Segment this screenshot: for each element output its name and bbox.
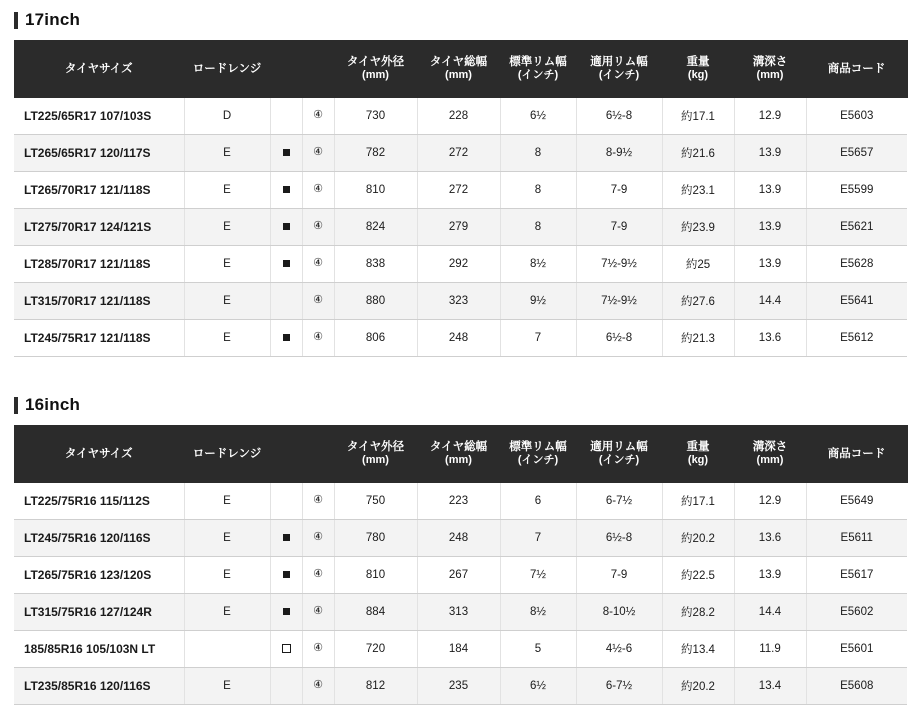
cell-load-range: D [184, 98, 270, 135]
cell-mark-square [270, 594, 302, 631]
cell-mark-circle [302, 320, 334, 357]
cell-standard-rim-width: 8 [500, 172, 576, 209]
cell-mark-circle [302, 135, 334, 172]
cell-tire-size: LT265/70R17 121/118S [14, 172, 184, 209]
cell-outer-diameter: 750 [334, 483, 417, 520]
column-header-unit: (インチ) [598, 454, 640, 467]
cell-standard-rim-width: 7 [500, 520, 576, 557]
cell-weight: 約25 [662, 246, 734, 283]
cell-overall-width: 248 [417, 320, 500, 357]
column-header [500, 425, 576, 483]
cell-mark-square [270, 320, 302, 357]
column-header-unit: (mm) [445, 69, 472, 82]
square-filled-icon [283, 608, 290, 615]
cell-tire-size: LT285/70R17 121/118S [14, 246, 184, 283]
column-header [184, 425, 270, 483]
cell-mark-square [270, 631, 302, 668]
cell-mark-circle [302, 483, 334, 520]
cell-load-range: E [184, 135, 270, 172]
cell-applicable-rim-width: 8-10½ [576, 594, 662, 631]
cell-weight: 約17.1 [662, 98, 734, 135]
circle-mark-icon: ④ [313, 294, 323, 307]
cell-overall-width: 228 [417, 98, 500, 135]
cell-mark-square [270, 98, 302, 135]
cell-load-range: E [184, 557, 270, 594]
cell-mark-square [270, 668, 302, 705]
cell-weight: 約13.4 [662, 631, 734, 668]
column-header [417, 425, 500, 483]
cell-mark-circle [302, 209, 334, 246]
column-header-label: 標準リム幅 [509, 440, 567, 453]
cell-product-code: E5617 [806, 557, 907, 594]
cell-overall-width: 184 [417, 631, 500, 668]
cell-applicable-rim-width: 7-9 [576, 172, 662, 209]
column-header-unit: (インチ) [517, 69, 559, 82]
square-filled-icon [283, 186, 290, 193]
cell-overall-width: 279 [417, 209, 500, 246]
cell-tire-size: LT245/75R16 120/116S [14, 520, 184, 557]
cell-standard-rim-width: 6½ [500, 98, 576, 135]
column-header [662, 40, 734, 98]
table-row [14, 557, 907, 594]
cell-overall-width: 248 [417, 520, 500, 557]
cell-outer-diameter: 880 [334, 283, 417, 320]
square-filled-icon [283, 534, 290, 541]
cell-outer-diameter: 720 [334, 631, 417, 668]
column-header-label: タイヤ外径 [346, 55, 405, 68]
cell-weight: 約21.6 [662, 135, 734, 172]
title-bar-icon [14, 12, 18, 29]
cell-tire-size: LT315/75R16 127/124R [14, 594, 184, 631]
column-header-label: タイヤ外径 [346, 440, 405, 453]
cell-standard-rim-width: 8 [500, 135, 576, 172]
circle-mark-icon: ④ [313, 146, 323, 159]
cell-standard-rim-width: 8½ [500, 594, 576, 631]
cell-mark-circle [302, 557, 334, 594]
spec-section [0, 10, 921, 357]
cell-overall-width: 267 [417, 557, 500, 594]
cell-tire-size: LT225/65R17 107/103S [14, 98, 184, 135]
table-row [14, 246, 907, 283]
table-header-row [14, 425, 907, 483]
cell-mark-square [270, 520, 302, 557]
cell-outer-diameter: 806 [334, 320, 417, 357]
cell-applicable-rim-width: 6-7½ [576, 483, 662, 520]
cell-groove-depth: 13.6 [734, 320, 806, 357]
cell-applicable-rim-width: 6½-8 [576, 320, 662, 357]
table-row [14, 631, 907, 668]
cell-product-code: E5657 [806, 135, 907, 172]
cell-outer-diameter: 782 [334, 135, 417, 172]
column-header-label: 重量 [686, 55, 710, 68]
column-header-label: タイヤサイズ [64, 447, 133, 460]
cell-load-range: E [184, 320, 270, 357]
cell-load-range: E [184, 209, 270, 246]
column-header [334, 40, 417, 98]
cell-product-code: E5601 [806, 631, 907, 668]
cell-standard-rim-width: 9½ [500, 283, 576, 320]
cell-mark-square [270, 283, 302, 320]
cell-product-code: E5628 [806, 246, 907, 283]
spec-sheet-page [0, 10, 921, 705]
cell-tire-size: LT265/65R17 120/117S [14, 135, 184, 172]
table-row [14, 135, 907, 172]
section-title-text: 17inch [25, 10, 81, 29]
cell-weight: 約23.9 [662, 209, 734, 246]
cell-overall-width: 272 [417, 172, 500, 209]
column-header [806, 425, 907, 483]
cell-weight: 約28.2 [662, 594, 734, 631]
square-filled-icon [283, 334, 290, 341]
cell-standard-rim-width: 6½ [500, 668, 576, 705]
column-header-unit: (mm) [756, 69, 784, 82]
cell-applicable-rim-width: 7½-9½ [576, 283, 662, 320]
cell-weight: 約17.1 [662, 483, 734, 520]
circle-mark-icon: ④ [313, 257, 323, 270]
column-header-label: タイヤ総幅 [429, 440, 488, 453]
table-row [14, 594, 907, 631]
column-header [334, 425, 417, 483]
cell-tire-size: LT275/70R17 124/121S [14, 209, 184, 246]
cell-tire-size: LT265/75R16 123/120S [14, 557, 184, 594]
cell-load-range [184, 631, 270, 668]
column-header [302, 425, 334, 483]
cell-applicable-rim-width: 7½-9½ [576, 246, 662, 283]
cell-mark-square [270, 483, 302, 520]
column-header-unit: (インチ) [598, 69, 640, 82]
cell-standard-rim-width: 5 [500, 631, 576, 668]
column-header-unit: (mm) [362, 69, 389, 82]
cell-weight: 約20.2 [662, 520, 734, 557]
cell-overall-width: 223 [417, 483, 500, 520]
cell-standard-rim-width: 7½ [500, 557, 576, 594]
column-header [14, 425, 184, 483]
spec-section [0, 395, 921, 705]
cell-mark-square [270, 172, 302, 209]
circle-mark-icon: ④ [313, 531, 323, 544]
cell-applicable-rim-width: 7-9 [576, 557, 662, 594]
circle-mark-icon: ④ [313, 220, 323, 233]
column-header [270, 425, 302, 483]
cell-groove-depth: 11.9 [734, 631, 806, 668]
circle-mark-icon: ④ [313, 642, 323, 655]
column-header-label: 適用リム幅 [590, 440, 648, 453]
title-bar-icon [14, 397, 18, 414]
cell-groove-depth: 13.9 [734, 246, 806, 283]
column-header-label: タイヤ総幅 [429, 55, 488, 68]
cell-weight: 約21.3 [662, 320, 734, 357]
cell-overall-width: 323 [417, 283, 500, 320]
cell-load-range: E [184, 283, 270, 320]
cell-mark-circle [302, 520, 334, 557]
cell-applicable-rim-width: 6-7½ [576, 668, 662, 705]
cell-groove-depth: 13.4 [734, 668, 806, 705]
column-header-label: 溝深さ [752, 55, 788, 68]
column-header-label: タイヤサイズ [64, 62, 133, 75]
cell-applicable-rim-width: 4½-6 [576, 631, 662, 668]
cell-standard-rim-width: 7 [500, 320, 576, 357]
circle-mark-icon: ④ [313, 109, 323, 122]
cell-applicable-rim-width: 6½-8 [576, 98, 662, 135]
cell-mark-square [270, 246, 302, 283]
cell-mark-circle [302, 98, 334, 135]
cell-standard-rim-width: 8 [500, 209, 576, 246]
cell-overall-width: 235 [417, 668, 500, 705]
cell-mark-circle [302, 172, 334, 209]
column-header-unit: (kg) [687, 454, 709, 467]
cell-product-code: E5649 [806, 483, 907, 520]
column-header-label: 商品コード [827, 62, 886, 75]
cell-mark-square [270, 557, 302, 594]
column-header-unit: (mm) [362, 454, 389, 467]
section-title-text: 16inch [25, 395, 81, 414]
column-header [662, 425, 734, 483]
cell-applicable-rim-width: 8-9½ [576, 135, 662, 172]
circle-mark-icon: ④ [313, 183, 323, 196]
table-row [14, 283, 907, 320]
cell-outer-diameter: 780 [334, 520, 417, 557]
table-row [14, 320, 907, 357]
column-header-unit: (インチ) [517, 454, 559, 467]
cell-groove-depth: 13.6 [734, 520, 806, 557]
column-header [734, 40, 806, 98]
table-row [14, 172, 907, 209]
column-header-label: 標準リム幅 [509, 55, 567, 68]
cell-tire-size: LT225/75R16 115/112S [14, 483, 184, 520]
table-header-row [14, 40, 907, 98]
column-header [576, 425, 662, 483]
column-header [500, 40, 576, 98]
cell-overall-width: 313 [417, 594, 500, 631]
cell-mark-square [270, 209, 302, 246]
cell-load-range: E [184, 594, 270, 631]
cell-outer-diameter: 824 [334, 209, 417, 246]
cell-tire-size: LT245/75R17 121/118S [14, 320, 184, 357]
square-filled-icon [283, 149, 290, 156]
sections-container [0, 10, 921, 705]
column-header-unit: (kg) [687, 69, 709, 82]
section-title [14, 10, 921, 30]
cell-load-range: E [184, 483, 270, 520]
square-open-icon [282, 644, 291, 653]
cell-weight: 約22.5 [662, 557, 734, 594]
cell-product-code: E5602 [806, 594, 907, 631]
cell-groove-depth: 12.9 [734, 483, 806, 520]
circle-mark-icon: ④ [313, 494, 323, 507]
table-row [14, 209, 907, 246]
cell-groove-depth: 14.4 [734, 594, 806, 631]
cell-groove-depth: 13.9 [734, 557, 806, 594]
cell-weight: 約23.1 [662, 172, 734, 209]
cell-outer-diameter: 810 [334, 557, 417, 594]
cell-product-code: E5611 [806, 520, 907, 557]
column-header [184, 40, 270, 98]
cell-groove-depth: 12.9 [734, 98, 806, 135]
cell-tire-size: 185/85R16 105/103N LT [14, 631, 184, 668]
cell-load-range: E [184, 246, 270, 283]
cell-overall-width: 272 [417, 135, 500, 172]
cell-outer-diameter: 812 [334, 668, 417, 705]
column-header-label: ロードレンジ [192, 62, 262, 75]
cell-product-code: E5621 [806, 209, 907, 246]
cell-mark-circle [302, 668, 334, 705]
cell-applicable-rim-width: 7-9 [576, 209, 662, 246]
column-header-label: 商品コード [827, 447, 886, 460]
column-header [806, 40, 907, 98]
cell-groove-depth: 13.9 [734, 209, 806, 246]
circle-mark-icon: ④ [313, 568, 323, 581]
column-header [734, 425, 806, 483]
column-header-label: ロードレンジ [192, 447, 262, 460]
cell-outer-diameter: 838 [334, 246, 417, 283]
column-header-label: 適用リム幅 [590, 55, 648, 68]
cell-mark-circle [302, 631, 334, 668]
cell-product-code: E5603 [806, 98, 907, 135]
table-row [14, 98, 907, 135]
table-row [14, 520, 907, 557]
cell-tire-size: LT235/85R16 120/116S [14, 668, 184, 705]
circle-mark-icon: ④ [313, 679, 323, 692]
cell-load-range: E [184, 172, 270, 209]
circle-mark-icon: ④ [313, 605, 323, 618]
spec-table [14, 40, 908, 357]
column-header-unit: (mm) [756, 454, 784, 467]
cell-groove-depth: 13.9 [734, 135, 806, 172]
cell-groove-depth: 14.4 [734, 283, 806, 320]
column-header [14, 40, 184, 98]
cell-outer-diameter: 730 [334, 98, 417, 135]
cell-mark-circle [302, 594, 334, 631]
cell-load-range: E [184, 668, 270, 705]
cell-outer-diameter: 810 [334, 172, 417, 209]
cell-product-code: E5608 [806, 668, 907, 705]
cell-mark-circle [302, 283, 334, 320]
column-header-unit: (mm) [445, 454, 472, 467]
cell-weight: 約27.6 [662, 283, 734, 320]
square-filled-icon [283, 260, 290, 267]
column-header-label: 溝深さ [752, 440, 788, 453]
square-filled-icon [283, 223, 290, 230]
cell-outer-diameter: 884 [334, 594, 417, 631]
cell-standard-rim-width: 8½ [500, 246, 576, 283]
column-header [417, 40, 500, 98]
cell-applicable-rim-width: 6½-8 [576, 520, 662, 557]
column-header [576, 40, 662, 98]
cell-product-code: E5612 [806, 320, 907, 357]
section-title [14, 395, 921, 415]
section-spacer [0, 357, 921, 385]
cell-mark-square [270, 135, 302, 172]
square-filled-icon [283, 571, 290, 578]
spec-table [14, 425, 908, 705]
cell-mark-circle [302, 246, 334, 283]
cell-product-code: E5641 [806, 283, 907, 320]
table-row [14, 483, 907, 520]
column-header [270, 40, 302, 98]
cell-overall-width: 292 [417, 246, 500, 283]
cell-load-range: E [184, 520, 270, 557]
column-header [302, 40, 334, 98]
table-row [14, 668, 907, 705]
column-header-label: 重量 [686, 440, 710, 453]
cell-product-code: E5599 [806, 172, 907, 209]
cell-tire-size: LT315/70R17 121/118S [14, 283, 184, 320]
circle-mark-icon: ④ [313, 331, 323, 344]
cell-weight: 約20.2 [662, 668, 734, 705]
cell-groove-depth: 13.9 [734, 172, 806, 209]
cell-standard-rim-width: 6 [500, 483, 576, 520]
